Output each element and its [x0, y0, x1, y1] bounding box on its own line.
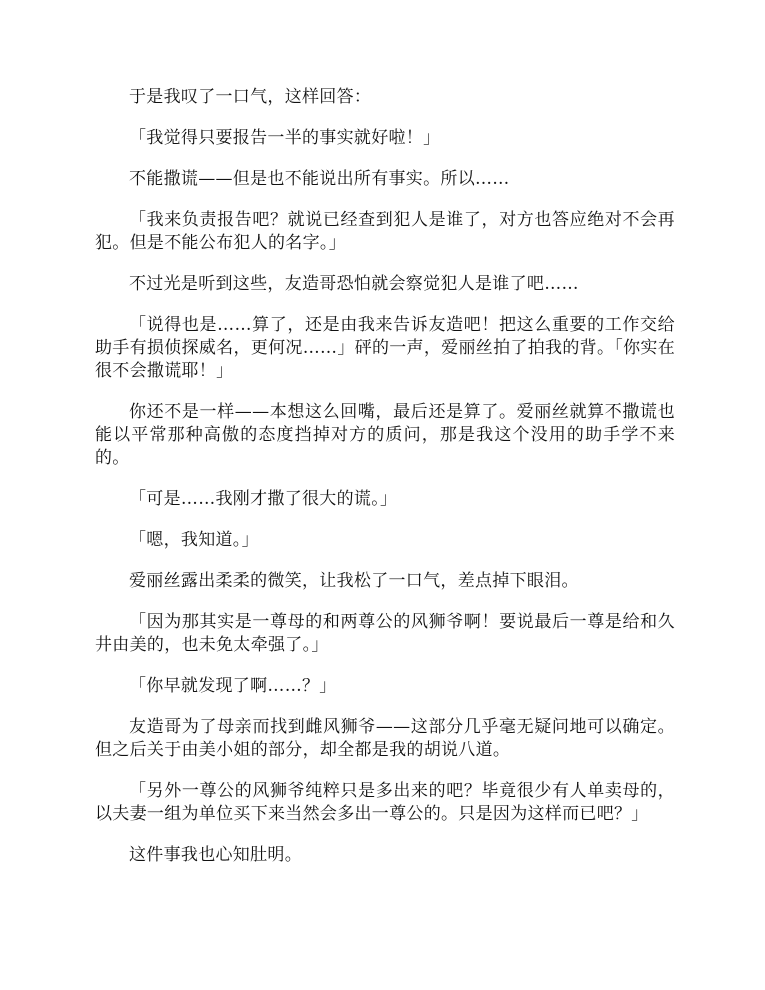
paragraph: 于是我叹了一口气，这样回答：: [129, 87, 372, 107]
paragraph: 「嗯，我知道。」: [129, 530, 259, 550]
paragraph: 「你早就发现了啊……？」: [129, 676, 337, 696]
paragraph: 友造哥为了母亲而找到雌风狮爷——这部分几乎毫无疑问地可以确定。但之后关于由美小姐的部分，却全都是我的胡说八道。: [95, 717, 675, 760]
paragraph: 爱丽丝露出柔柔的微笑，让我松了一口气，差点掉下眼泪。: [129, 571, 579, 591]
paragraph: 「我来负责报告吧？就说已经查到犯人是谁了，对方也答应绝对不会再犯。但是不能公布犯人的名字。」: [95, 210, 675, 253]
paragraph: 「另外一尊公的风狮爷纯粹只是多出来的吧？毕竟很少有人单卖母的，以夫妻一组为单位买下来当然会多出一尊公的。只是因为这样而已吧？」: [95, 781, 675, 824]
paragraph: 不能撒谎——但是也不能说出所有事实。所以……: [129, 169, 510, 189]
document-page: [95, 86, 675, 885]
paragraph: 「我觉得只要报告一半的事实就好啦！」: [129, 128, 441, 148]
paragraph: 这件事我也心知肚明。: [129, 845, 302, 865]
paragraph: 不过光是听到这些，友造哥恐怕就会察觉犯人是谁了吧……: [129, 274, 579, 294]
paragraph: 「说得也是……算了，还是由我来告诉友造吧！把这么重要的工作交给助手有损侦探威名，更何况……」砰的一声，爱丽丝拍了拍我的背。「你实在很不会撒谎耶！」: [95, 315, 675, 381]
paragraph: 「因为那其实是一尊母的和两尊公的风狮爷啊！要说最后一尊是给和久井由美的，也未免太牵强了。」: [95, 612, 675, 655]
paragraph: 你还不是一样——本想这么回嘴，最后还是算了。爱丽丝就算不撒谎也能以平常那种高傲的态度挡掉对方的质问，那是我这个没用的助手学不来的。: [95, 402, 675, 468]
paragraph: 「可是……我刚才撒了很大的谎。」: [129, 489, 398, 509]
